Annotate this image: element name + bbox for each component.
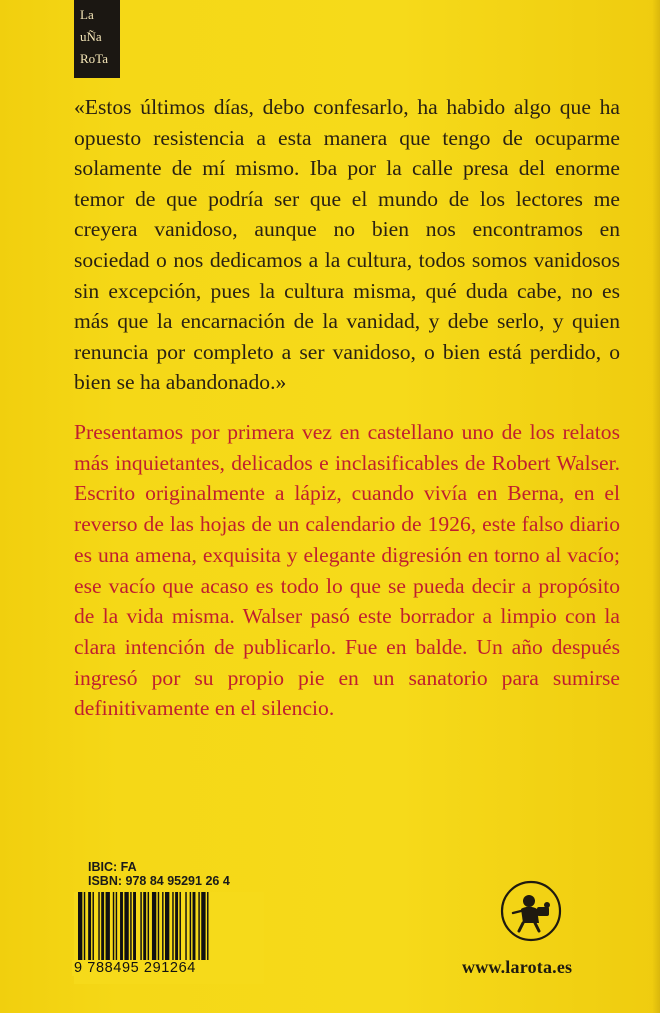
catalog-codes — [88, 860, 230, 888]
publisher-emblem-icon — [499, 879, 563, 943]
logo-line-2: uÑa — [80, 29, 102, 44]
spine-edge — [652, 0, 660, 1013]
ibic-code: IBIC: FA — [88, 860, 137, 874]
logo-line-1: La — [80, 7, 94, 22]
publisher-logo — [74, 0, 120, 78]
logo-line-3: RoTa — [80, 51, 108, 66]
excerpt-quote: «Estos últimos días, debo confesarlo, ha habido algo que ha opuesto resistencia a esta manera que tengo de ocuparme solamente de mí mismo. Iba por la calle presa del enorme temor de que podría ser que el mundo de los lectores me creyera vanidoso, aunque no bien nos encontramos en sociedad o nos dedicamos a la cultura, todos somos vanidosos sin excepción, pues la cultura misma, qué duda cabe, no es más que la encarnación de la vanidad, y debe serlo, y quien renuncia por completo a ser vanidoso, o bien está perdido, o bien se ha abandonado.» — [74, 95, 620, 395]
barcode-digits: 9 788495 291264 — [72, 960, 260, 976]
website-link[interactable]: www.larota.es — [462, 957, 573, 977]
isbn-code: ISBN: 978 84 95291 26 4 — [88, 874, 230, 888]
synopsis-blurb: Presentamos por primera vez en castellano uno de los relatos más inquietantes, delicados e inclasificables de Robert Walser. Escrito originalmente a lápiz, cuando vivía en Berna, en el reverso de las hojas de un calendario de 1926, este falso diario es una amena, exquisita y elegante digresión en torno al vacío; ese vacío que acaso es todo lo que se pueda decir a propósito de la vida misma. Walser pasó este borrador a limpio con la clara intención de publicarlo. Fue en balde. Un año después ingresó por su propio pie en un sanatorio para sumirse definitivamente en el silencio. — [74, 420, 620, 721]
